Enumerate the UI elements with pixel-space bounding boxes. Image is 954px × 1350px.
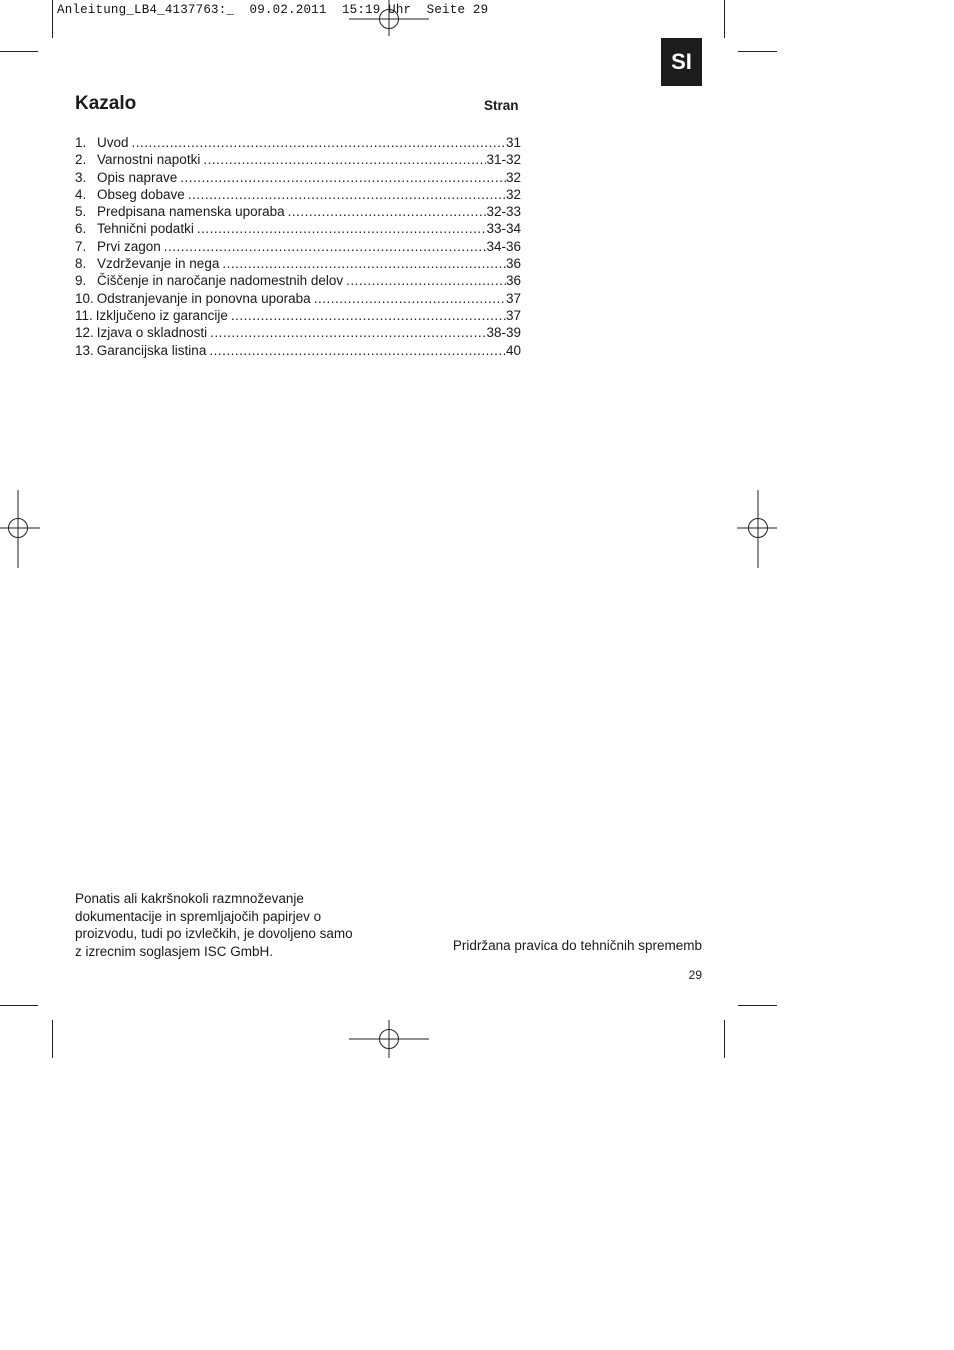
toc-item bbox=[75, 291, 521, 308]
toc-label: Odstranjevanje in ponovna uporaba bbox=[96, 290, 311, 306]
toc-item bbox=[75, 152, 521, 169]
toc-page: 33-34 bbox=[486, 221, 521, 237]
toc-label: Izjava o skladnosti bbox=[96, 325, 208, 341]
toc-leader-dots bbox=[222, 256, 506, 271]
crop-mark-bottom-right-h bbox=[738, 1005, 777, 1006]
toc-page: 34-36 bbox=[486, 238, 521, 254]
toc-item bbox=[75, 204, 521, 221]
toc-label: Prvi zagon bbox=[97, 238, 161, 254]
toc-number: 7. bbox=[75, 238, 87, 254]
page-title: Kazalo bbox=[75, 93, 137, 114]
toc-page: 37 bbox=[505, 290, 521, 306]
toc-page: 32-33 bbox=[486, 204, 521, 220]
toc-label: Vzdrževanje in nega bbox=[97, 256, 220, 272]
toc-leader-dots bbox=[132, 135, 506, 150]
toc-item bbox=[75, 273, 521, 290]
crop-mark-top-left-v bbox=[52, 0, 53, 38]
toc-page: 31 bbox=[505, 135, 521, 150]
toc-item bbox=[75, 170, 521, 187]
table-of-contents bbox=[75, 135, 521, 360]
toc-number: 10. bbox=[75, 290, 94, 306]
toc-item bbox=[75, 187, 521, 204]
toc-leader-dots bbox=[197, 221, 487, 236]
toc-page: 36 bbox=[505, 256, 521, 272]
copyright-line: Ponatis ali kakršnokoli razmnoževanje bbox=[75, 891, 304, 906]
toc-number: 3. bbox=[75, 169, 87, 185]
toc-number: 8. bbox=[75, 256, 87, 272]
toc-number: 2. bbox=[75, 152, 87, 168]
toc-leader-dots bbox=[210, 325, 486, 340]
toc-label: Obseg dobave bbox=[97, 186, 185, 202]
toc-label: Garancijska listina bbox=[96, 342, 207, 358]
toc-number: 5. bbox=[75, 204, 87, 220]
toc-label: Predpisana namenska uporaba bbox=[97, 204, 285, 220]
toc-number: 9. bbox=[75, 273, 87, 289]
toc-number: 1. bbox=[75, 135, 87, 150]
registration-mark-top-icon bbox=[349, 0, 429, 36]
toc-item bbox=[75, 239, 521, 256]
crop-mark-bottom-left-v bbox=[52, 1020, 53, 1058]
toc-leader-dots bbox=[188, 187, 506, 202]
registration-mark-bottom-icon bbox=[349, 1020, 429, 1058]
toc-leader-dots bbox=[346, 273, 506, 288]
crop-mark-top-left-h bbox=[0, 51, 38, 52]
toc-leader-dots bbox=[231, 308, 506, 323]
toc-leader-dots bbox=[209, 343, 506, 358]
toc-number: 13. bbox=[75, 342, 94, 358]
toc-leader-dots bbox=[203, 152, 486, 167]
print-slug: Anleitung_LB4_4137763:_ 09.02.2011 15:19 Uhr Seite 29 bbox=[57, 3, 489, 17]
toc-label: Uvod bbox=[97, 135, 129, 150]
language-tab: SI bbox=[661, 38, 702, 86]
copyright-notice bbox=[75, 890, 395, 960]
toc-item bbox=[75, 325, 521, 342]
toc-item bbox=[75, 256, 521, 273]
copyright-line: z izrecnim soglasjem ISC GmbH. bbox=[75, 943, 274, 959]
toc-page: 38-39 bbox=[486, 325, 521, 341]
toc-page: 32 bbox=[505, 169, 521, 185]
crop-mark-top-right-h bbox=[738, 51, 777, 52]
registration-mark-right-icon bbox=[737, 490, 777, 568]
toc-item bbox=[75, 308, 521, 325]
toc-number: 4. bbox=[75, 186, 87, 202]
toc-leader-dots bbox=[314, 291, 506, 306]
toc-item bbox=[75, 135, 521, 152]
toc-page: 36 bbox=[505, 273, 521, 289]
toc-label: Čiščenje in naročanje nadomestnih delov bbox=[97, 273, 344, 289]
page-column-header: Stran bbox=[484, 98, 519, 113]
toc-leader-dots bbox=[288, 204, 487, 219]
toc-item bbox=[75, 343, 521, 360]
toc-number: 6. bbox=[75, 221, 87, 237]
toc-label: Varnostni napotki bbox=[97, 152, 201, 168]
toc-page: 31-32 bbox=[486, 152, 521, 168]
toc-leader-dots bbox=[180, 170, 506, 185]
copyright-line: proizvodu, tudi po izvlečkih, je dovoljeno samo bbox=[75, 926, 353, 941]
registration-mark-left-icon bbox=[0, 490, 40, 568]
toc-number: 11. bbox=[75, 307, 93, 323]
toc-label: Izključeno iz garancije bbox=[95, 307, 228, 323]
crop-mark-bottom-left-h bbox=[0, 1005, 38, 1006]
copyright-line: dokumentacije in spremljajočih papirjev o bbox=[75, 908, 322, 924]
toc-item bbox=[75, 221, 521, 238]
toc-label: Opis naprave bbox=[97, 169, 178, 185]
crop-mark-bottom-right-v bbox=[724, 1020, 725, 1058]
technical-changes-note: Pridržana pravica do tehničnih sprememb bbox=[452, 938, 702, 953]
toc-number: 12. bbox=[75, 325, 94, 341]
toc-leader-dots bbox=[164, 239, 487, 254]
toc-label: Tehnični podatki bbox=[97, 221, 194, 237]
toc-page: 40 bbox=[505, 342, 521, 358]
page-number: 29 bbox=[688, 968, 702, 982]
toc-page: 37 bbox=[505, 307, 521, 323]
crop-mark-top-right-v bbox=[724, 0, 725, 38]
toc-page: 32 bbox=[505, 186, 521, 202]
